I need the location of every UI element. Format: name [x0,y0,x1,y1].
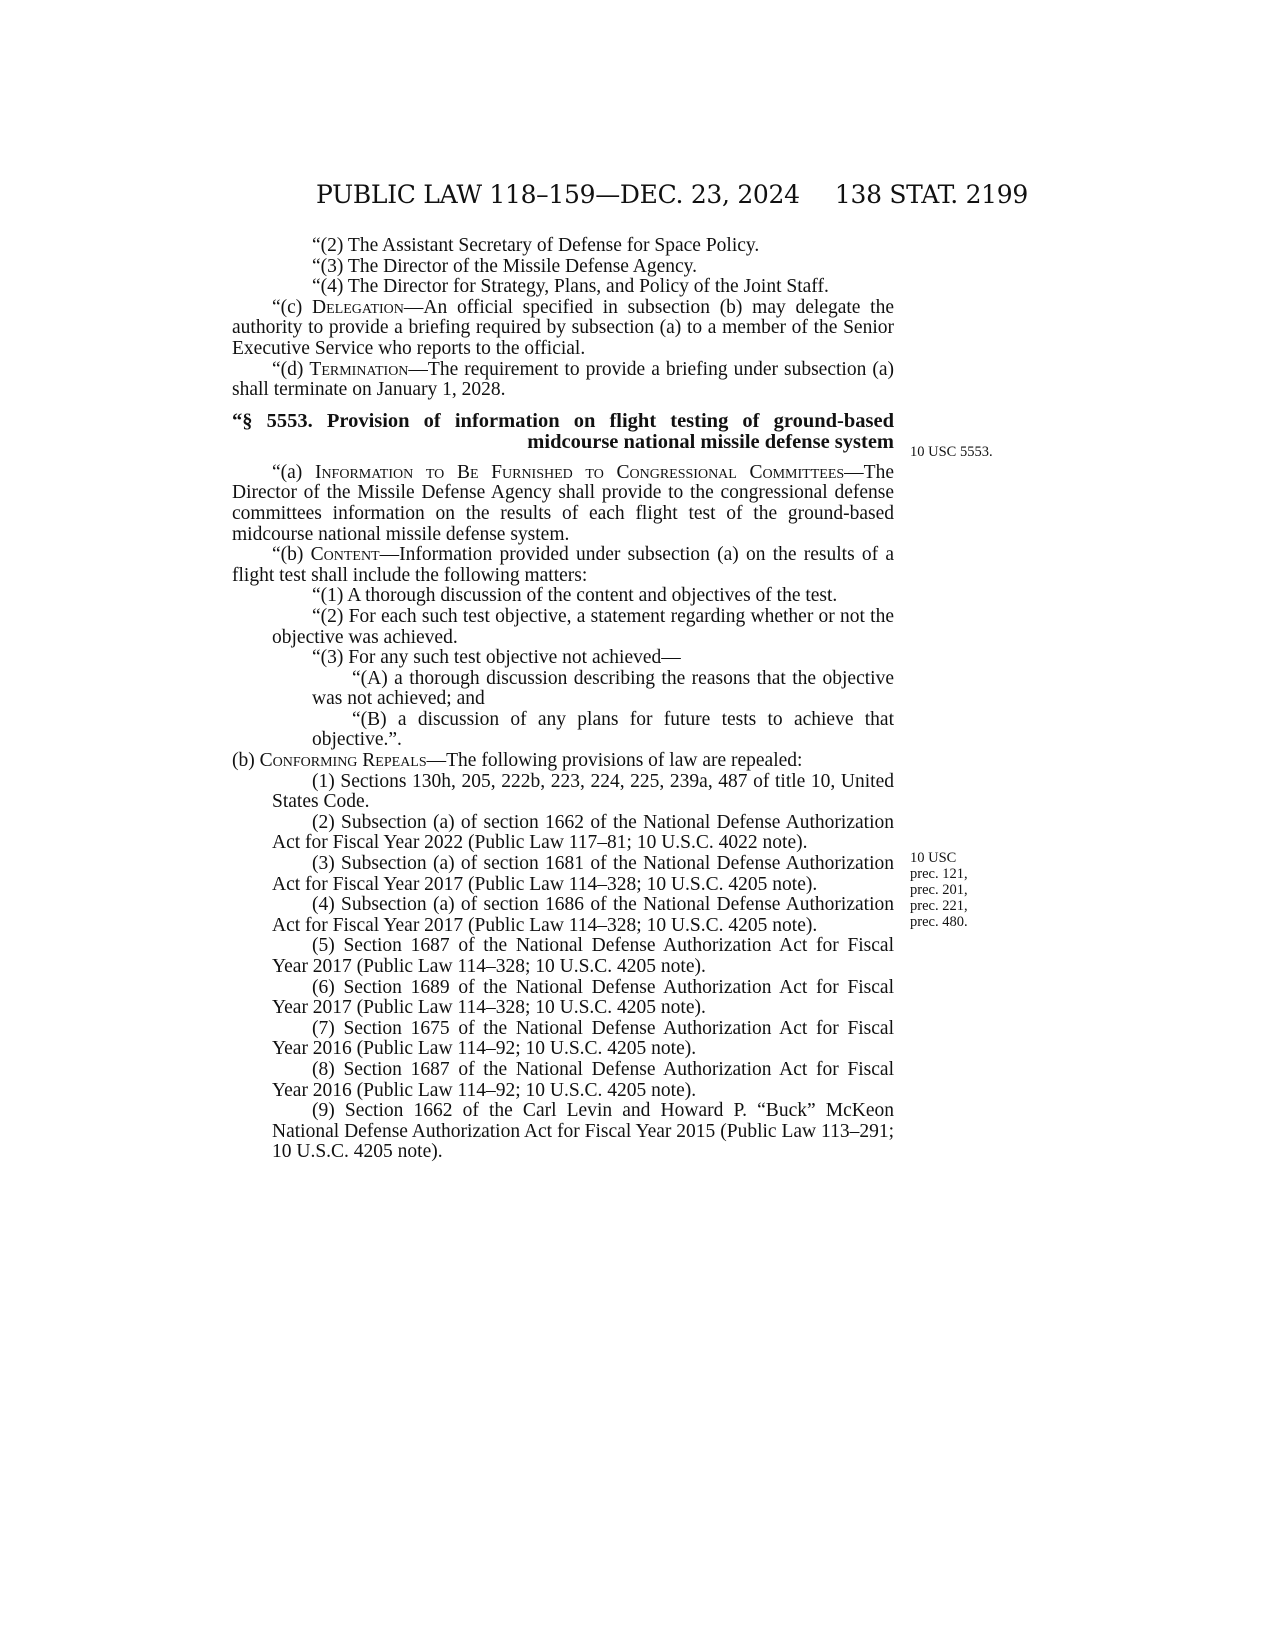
subsection-caption: Information to Be Furnished to Congressional Committees [314,461,845,483]
repeal-item: (5) Section 1687 of the National Defense Authorization Act for Fiscal Year 2017 (Public Law 114–328; 10 U.S.C. 4205 note). [272,935,894,977]
paragraph [232,277,894,298]
subsection-prefix: (b) [232,750,260,772]
page-number: 138 STAT. 2199 [834,180,1028,209]
repeal-item: (8) Section 1687 of the National Defense Authorization Act for Fiscal Year 2016 (Public Law 114–92; 10 U.S.C. 4205 note). [272,1058,894,1101]
paragraph-text: “(4) The Director for Strategy, Plans, and Policy of the Joint Staff. [312,276,829,298]
margin-note-line: prec. 480. [910,914,968,930]
section-heading: “§ 5553. Provision of information on flight testing of ground-based midcourse national missile defense system [232,409,894,453]
list-subitem: “(B) a discussion of any plans for future tests to achieve that objective.”. [312,708,894,751]
subsection-a [232,463,894,545]
subsection-text: —The Director of the Missile Defense Agency shall provide to the congressional defense committees information on the results of each flight test of the ground-based midcourse national missile defense system. [232,461,894,545]
list-subitem: “(A) a thorough discussion describing the reasons that the objective was not achieved; and [312,667,894,710]
repeal-item: (4) Subsection (a) of section 1686 of the National Defense Authorization Act for Fiscal Year 2017 (Public Law 114–328; 10 U.S.C. 4205 note). [272,894,894,936]
repeal-item: (9) Section 1662 of the Carl Levin and Howard P. “Buck” McKeon National Defense Authorization Act for Fiscal Year 2015 (Public Law 113–291; 10 U.S.C. 4205 note). [272,1100,894,1163]
repeal-item: (3) Subsection (a) of section 1681 of the National Defense Authorization Act for Fiscal Year 2017 (Public Law 114–328; 10 U.S.C. 4205 note). [272,853,894,895]
subsection-prefix: “(c) [272,296,313,318]
list-item: “(3) For any such test objective not achieved— [312,647,681,669]
subsection-prefix: “(d) [272,358,310,380]
subsection-text: —The following provisions of law are repealed: [426,750,803,772]
margin-note-line: prec. 121, [910,866,968,882]
subsection-text: —The requirement to provide a briefing under subsection (a) shall terminate on January 1, 2028. [232,358,894,401]
body-text [232,236,894,1163]
subsection-prefix: “(a) [272,461,315,483]
margin-note-line: prec. 221, [910,898,968,914]
subsection-text: —Information provided under subsection (a) on the results of a flight test shall include the following matters: [232,544,894,586]
subsection-d [232,360,894,401]
subsection-b [232,545,894,586]
subsection-text: —An official specified in subsection (b) may delegate the authority to provide a briefing required by subsection (a) to a member of the Senior Executive Service who reports to the official. [232,296,894,359]
repeal-item: (6) Section 1689 of the National Defense Authorization Act for Fiscal Year 2017 (Public Law 114–328; 10 U.S.C. 4205 note). [272,976,894,1019]
margin-note-line: 10 USC [910,850,957,866]
subsection-caption: Conforming Repeals [259,750,427,772]
running-title: PUBLIC LAW 118–159—DEC. 23, 2024 [316,180,800,209]
subsection-prefix: “(b) [272,544,311,566]
repeal-item: (2) Subsection (a) of section 1662 of the National Defense Authorization Act for Fiscal Year 2022 (Public Law 117–81; 10 U.S.C. 4022 note). [272,811,894,854]
subsection-caption: Termination [309,358,409,380]
repeal-item: (1) Sections 130h, 205, 222b, 223, 224, 225, 239a, 487 of title 10, United States Code. [272,770,894,813]
conforming-repeals [232,751,894,772]
margin-note-repeals [910,850,968,930]
page-header [232,180,1028,220]
subsection-caption: Delegation [312,296,404,318]
subsection-caption: Content [310,544,380,566]
margin-note-line: prec. 201, [910,882,968,898]
list-item: “(1) A thorough discussion of the content and objectives of the test. [312,585,838,607]
paragraph: “(2) The Assistant Secretary of Defense for Space Policy. [312,235,760,256]
repeal-item: (7) Section 1675 of the National Defense Authorization Act for Fiscal Year 2016 (Public Law 114–92; 10 U.S.C. 4205 note). [272,1017,894,1060]
paragraph: “(3) The Director of the Missile Defense Agency. [312,255,697,277]
subsection-c [232,298,894,360]
list-item: “(2) For each such test objective, a statement regarding whether or not the objective was achieved. [272,605,894,648]
margin-note-section: 10 USC 5553. [910,444,993,460]
